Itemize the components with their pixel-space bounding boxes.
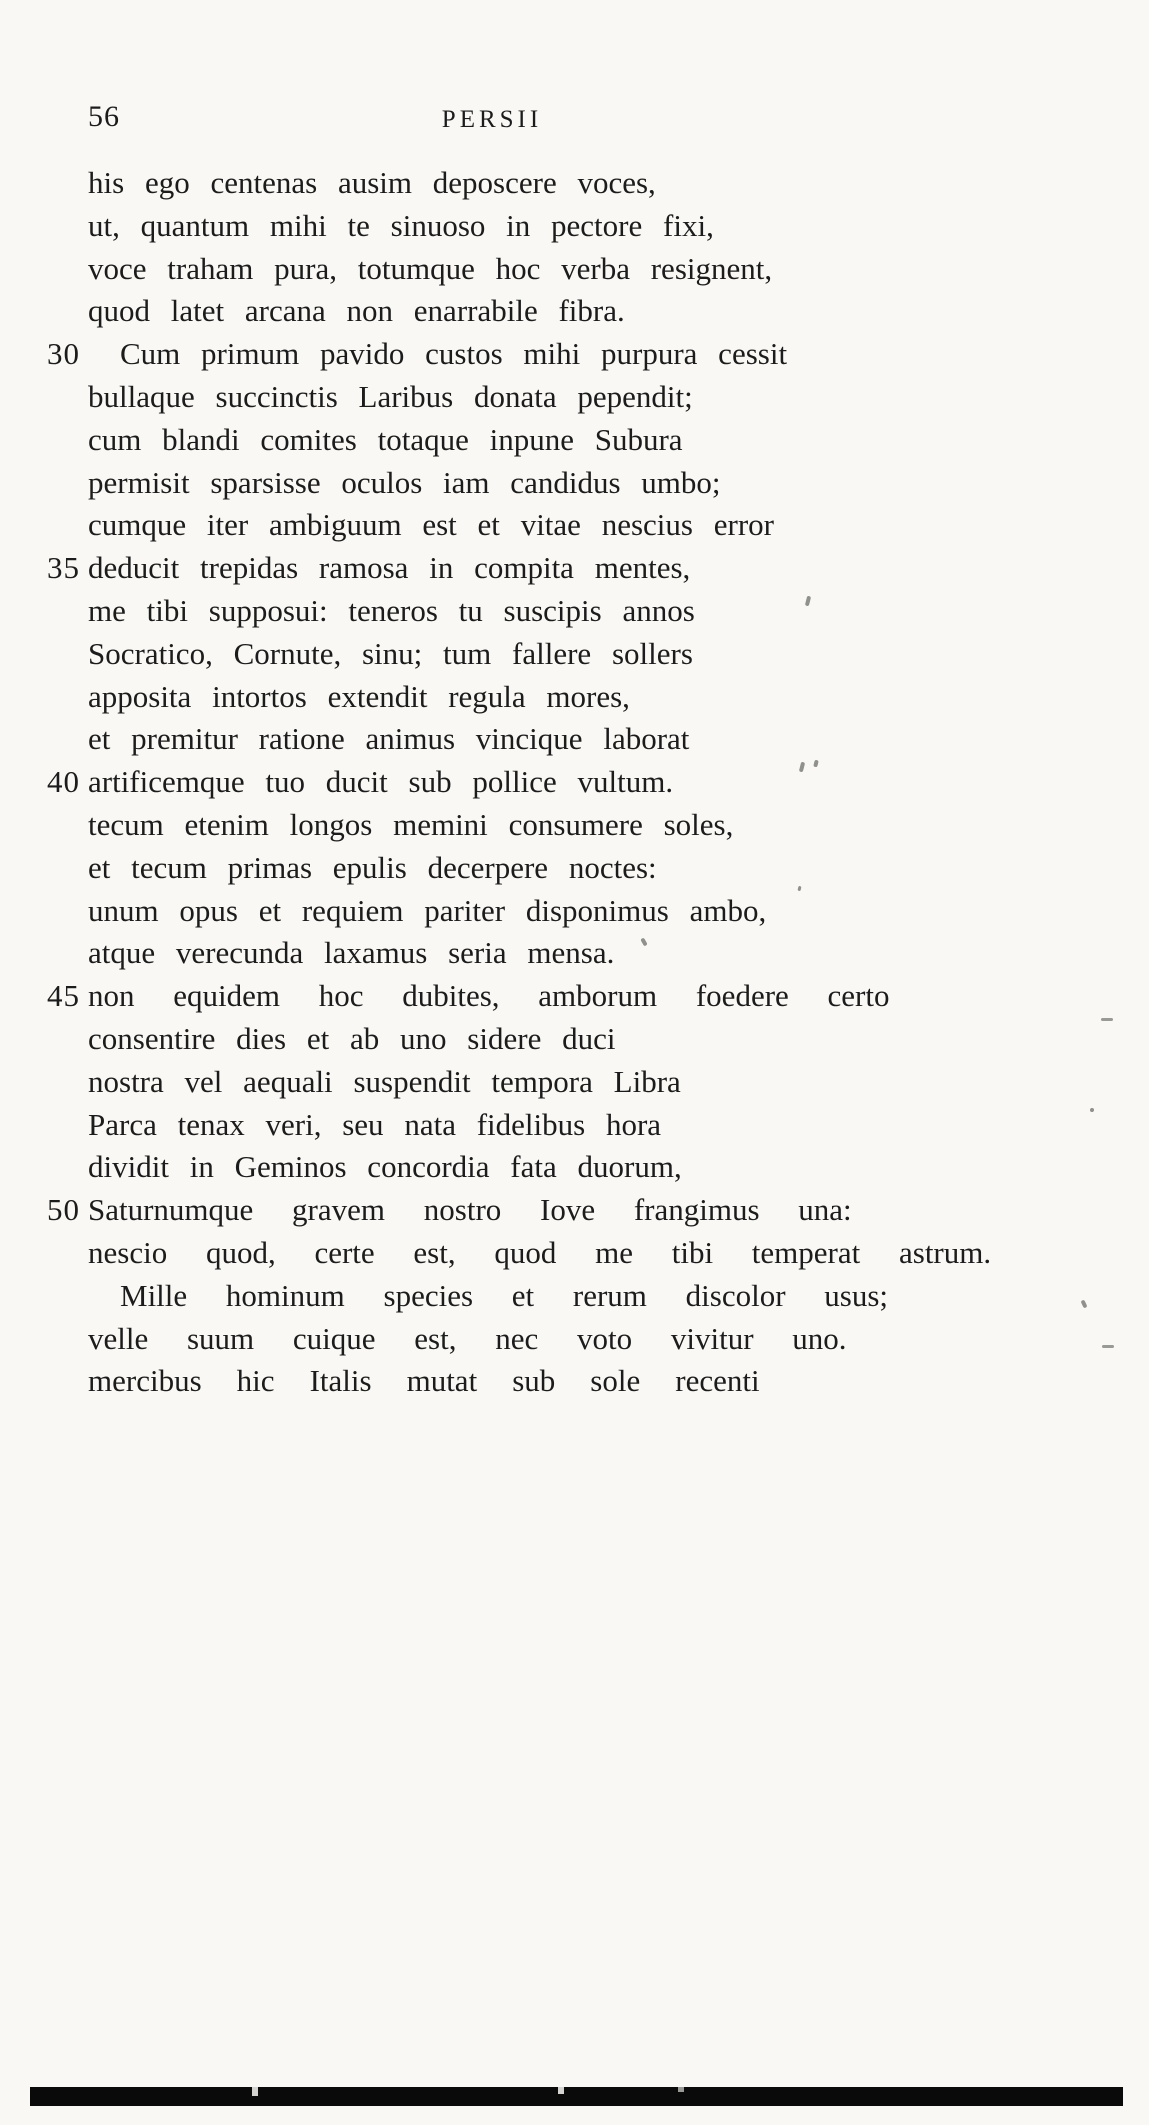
verse-body xyxy=(47,162,1098,1403)
line-text: Mille hominum species et rerum discolor usus; xyxy=(120,1277,889,1313)
line-text: apposita intortos extendit regula mores, xyxy=(88,678,630,714)
line-number: 30 xyxy=(47,336,80,372)
verse-line xyxy=(88,633,1098,676)
verse-line xyxy=(88,1318,1098,1361)
scan-speck xyxy=(1102,1345,1114,1348)
line-text: Cum primum pavido custos mihi purpura cessit xyxy=(120,336,788,372)
running-title: PERSII xyxy=(441,106,543,133)
line-text: bullaque succinctis Laribus donata pependit; xyxy=(88,378,693,414)
verse-line xyxy=(88,1360,1098,1403)
line-text: his ego centenas ausim deposcere voces, xyxy=(88,165,656,200)
verse-line xyxy=(88,676,1098,719)
verse-line xyxy=(47,1189,1098,1232)
line-text: Socratico, Cornute, sinu; tum fallere sollers xyxy=(88,635,693,671)
verse-line xyxy=(88,376,1098,419)
line-text: permisit sparsisse oculos iam candidus umbo; xyxy=(88,464,721,500)
line-text: consentire dies et ab uno sidere duci xyxy=(88,1020,616,1056)
line-number: 40 xyxy=(47,764,80,800)
verse-line xyxy=(47,547,1098,590)
line-text: cumque iter ambiguum est et vitae nescius error xyxy=(88,507,774,543)
line-text: velle suum cuique est, nec voto vivitur uno. xyxy=(88,1320,847,1356)
line-number: 50 xyxy=(47,1192,80,1228)
verse-line xyxy=(88,1232,1098,1275)
verse-line xyxy=(88,290,1098,333)
verse-line xyxy=(88,504,1098,547)
line-text: cum blandi comites totaque inpune Subura xyxy=(88,421,683,457)
line-text: tecum etenim longos memini consumere soles, xyxy=(88,806,734,842)
verse-line xyxy=(88,1104,1098,1147)
scan-bar-nick xyxy=(252,2087,258,2096)
line-text: nostra vel aequali suspendit tempora Libra xyxy=(88,1063,681,1099)
line-text: non equidem hoc dubites, amborum foedere certo xyxy=(88,978,890,1014)
verse-line xyxy=(88,804,1098,847)
line-text: artificemque tuo ducit sub pollice vultum. xyxy=(88,764,674,800)
verse-line xyxy=(88,419,1098,462)
line-text: et tecum primas epulis decerpere noctes: xyxy=(88,849,657,885)
verse-line xyxy=(88,1061,1098,1104)
verse-line xyxy=(88,248,1098,291)
verse-line xyxy=(47,761,1098,804)
verse-line xyxy=(47,333,1098,376)
line-text: voce traham pura, totumque hoc verba resignent, xyxy=(88,250,773,286)
verse-line xyxy=(88,1146,1098,1189)
line-text: deducit trepidas ramosa in compita mentes, xyxy=(88,550,691,586)
verse-line xyxy=(88,718,1098,761)
line-text: quod latet arcana non enarrabile fibra. xyxy=(88,293,625,329)
scan-speck xyxy=(1101,1018,1113,1021)
verse-line xyxy=(88,1275,1098,1318)
line-text: et premitur ratione animus vincique laborat xyxy=(88,721,690,757)
verse-line xyxy=(88,847,1098,890)
verse-line xyxy=(88,162,1098,205)
scan-bar-nick xyxy=(558,2087,564,2094)
scan-bar-nick xyxy=(678,2087,684,2092)
verse-line xyxy=(88,1018,1098,1061)
line-text: Saturnumque gravem nostro Iove frangimus una: xyxy=(88,1192,852,1228)
verse-line xyxy=(88,590,1098,633)
line-number: 35 xyxy=(47,550,80,586)
scan-artifact-bar xyxy=(30,2087,1123,2106)
line-text: dividit in Geminos concordia fata duorum, xyxy=(88,1149,682,1185)
line-text: me tibi supposui: teneros tu suscipis annos xyxy=(88,592,695,628)
verse-line xyxy=(88,462,1098,505)
verse-line xyxy=(88,890,1098,933)
line-number: 45 xyxy=(47,978,80,1014)
verse-line xyxy=(88,932,1098,975)
line-text: Parca tenax veri, seu nata fidelibus hora xyxy=(88,1106,662,1142)
verse-line xyxy=(47,975,1098,1018)
page-number: 56 xyxy=(88,100,120,133)
line-text: ut, quantum mihi te sinuoso in pectore fixi, xyxy=(88,207,714,243)
line-text: nescio quod, certe est, quod me tibi temperat astrum. xyxy=(88,1234,992,1270)
line-text: atque verecunda laxamus seria mensa. xyxy=(88,935,615,971)
line-text: unum opus et requiem pariter disponimus ambo, xyxy=(88,892,767,928)
verse-line xyxy=(88,205,1098,248)
line-text: mercibus hic Italis mutat sub sole recenti xyxy=(88,1363,760,1399)
